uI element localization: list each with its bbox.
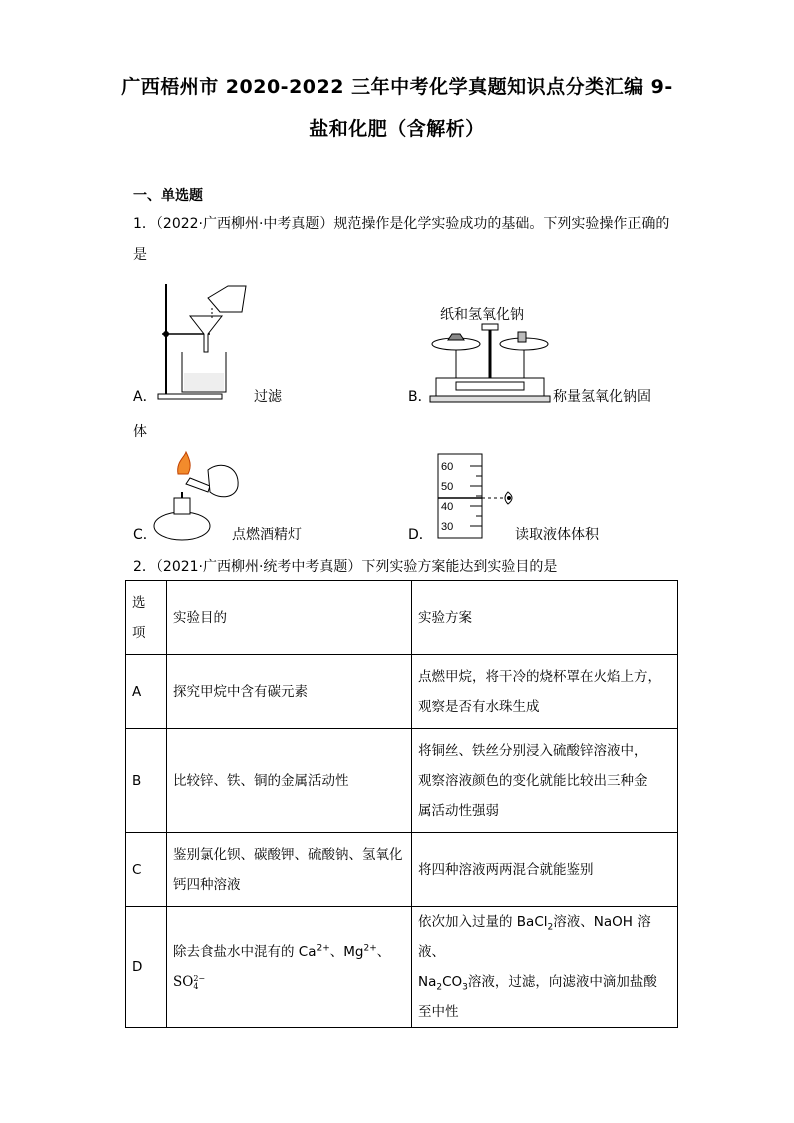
row-c-purpose: 鉴别氯化钡、碳酸钾、硫酸钠、氢氧化 钙四种溶液	[167, 833, 412, 907]
table-row	[126, 655, 678, 729]
row-d-option: D	[126, 907, 167, 1028]
option-b-caption-cont: 体	[133, 424, 147, 440]
row-d-purpose: 除去食盐水中混有的 $Ca^{2+}$、$Mg^{2+}$、 SO 2− 4	[167, 907, 412, 1028]
row-b-purpose: 比较锌、铁、铜的金属活动性	[167, 729, 412, 833]
option-a-letter: A．	[133, 389, 157, 405]
section-heading: 一、单选题	[133, 188, 203, 204]
balance-figure-label: 纸和氢氧化钠	[440, 307, 524, 323]
row-c-plan: 将四种溶液两两混合就能鉴别	[412, 833, 678, 907]
option-b-caption: 称量氢氧化钠固	[553, 389, 651, 405]
option-c-caption: 点燃酒精灯	[232, 527, 302, 543]
option-d-letter: D．	[408, 527, 433, 543]
cylinder-tick-50: 50	[441, 481, 454, 493]
document-title-line2: 盐和化肥（含解析）	[309, 118, 485, 140]
header-purpose: 实验目的	[167, 581, 412, 655]
row-c-option: C	[126, 833, 167, 907]
balance-figure	[426, 322, 554, 404]
filtration-apparatus-figure	[150, 278, 260, 400]
table-row	[126, 833, 678, 907]
table-header-row	[126, 581, 678, 655]
document-title-line1: 广西梧州市 2020-2022 三年中考化学真题知识点分类汇编 9-	[121, 76, 673, 98]
question1-stem-cont: 是	[133, 247, 147, 263]
option-d-caption: 读取液体体积	[515, 527, 599, 543]
row-b-option: B	[126, 729, 167, 833]
graduated-cylinder-figure	[436, 452, 522, 542]
question1-stem: 1．（2022·广西柳州·中考真题）规范操作是化学实验成功的基础。下列实验操作正确的	[133, 216, 670, 232]
table-row	[126, 907, 678, 1028]
option-b-letter: B．	[408, 389, 432, 405]
row-d-plan: 依次加入过量的 BaCl$_2$溶液、NaOH 溶液、 $Na_2CO_3$溶液，过滤，向滤液中滴加盐酸 至中性	[412, 907, 678, 1028]
header-plan: 实验方案	[412, 581, 678, 655]
cylinder-tick-60: 60	[441, 461, 454, 473]
option-a-caption: 过滤	[254, 389, 282, 405]
option-c-letter: C．	[133, 527, 157, 543]
row-a-plan: 点燃甲烷，将干冷的烧杯罩在火焰上方， 观察是否有水珠生成	[412, 655, 678, 729]
cylinder-tick-30: 30	[441, 521, 454, 533]
table-row	[126, 729, 678, 833]
row-b-plan: 将铜丝、铁丝分别浸入硫酸锌溶液中， 观察溶液颜色的变化就能比较出三种金 属活动性强弱	[412, 729, 678, 833]
question2-stem: 2．（2021·广西柳州·统考中考真题）下列实验方案能达到实验目的是	[133, 559, 558, 575]
row-a-option: A	[126, 655, 167, 729]
row-a-purpose: 探究甲烷中含有碳元素	[167, 655, 412, 729]
cylinder-tick-40: 40	[441, 501, 454, 513]
experiment-plan-table	[125, 580, 678, 1028]
header-option: 选 项	[126, 581, 167, 655]
